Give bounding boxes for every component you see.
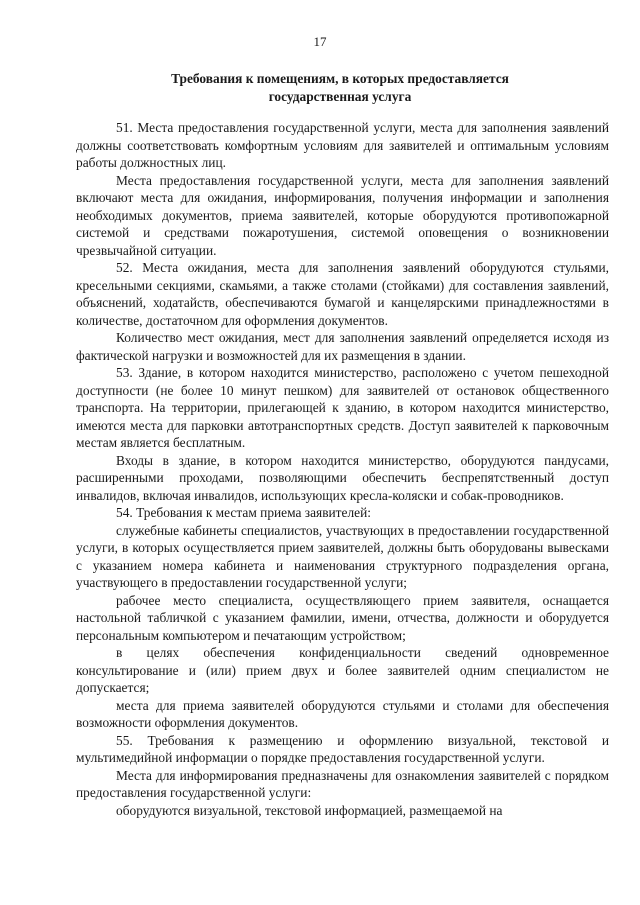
paragraph-54-seating: места для приема заявителей оборудуются стульями и столами для обеспечения возможности оформления документов. bbox=[76, 697, 609, 730]
paragraph-54-workplace: рабочее место специалиста, осуществляющего прием заявителя, оснащается настольной табличкой с указанием фамилии, имени, отчества, должности и оборудуется персональным компьютером и печатающим устройством; bbox=[76, 592, 609, 643]
paragraph-51-places: Места предоставления государственной услуги, места для заполнения заявлений включают места для ожидания, информирования, получения информации и заполнения необходимых документов, приема заявителей, которые оборудуются противопожарной системой и средствами пожаротушения, системой оповещения о возникновении чрезвычайной ситуации. bbox=[76, 172, 609, 258]
paragraph-54: 54. Требования к местам приема заявителей: bbox=[116, 505, 371, 520]
paragraph-54-confidentiality: в целях обеспечения конфиденциальности сведений одновременное консультирование и (или) прием двух и более заявителей одним специалистом не допускается; bbox=[76, 645, 609, 695]
paragraph-53: 53. Здание, в котором находится министерство, расположено с учетом пешеходной доступности (не более 10 минут пешком) для заявителей от остановок общественного транспорта. На территории, прилегающей к зданию, в котором находится министерство, имеются места для парковки автотранспортных средств. Доступ заявителей к парковочным местам является бесплатным. bbox=[76, 365, 609, 450]
paragraph-51: 51. Места предоставления государственной услуги, места для заполнения заявлений должны соответствовать комфортным условиям для заявителей и оптимальным условиям работы должностных лиц. bbox=[76, 120, 609, 170]
paragraph-52-count: Количество мест ожидания, мест для заполнения заявлений определяется исходя из фактической нагрузки и возможностей для их размещения в здании. bbox=[76, 330, 609, 363]
paragraph-54-offices: служебные кабинеты специалистов, участвующих в предоставлении государственной услуги, в которых осуществляется прием заявителей, должны быть оборудованы вывесками с указанием номера кабинета и наименования структурного подразделения органа, участвующего в предоставлении государственной услуги; bbox=[76, 522, 609, 590]
section-heading bbox=[60, 70, 620, 105]
page-number: 17 bbox=[313, 34, 327, 49]
section-heading-line-2: государственная услуга bbox=[268, 88, 412, 104]
paragraph-55-info-places: Места для информирования предназначены для ознакомления заявителей с порядком предоставления государственной услуги: bbox=[76, 767, 609, 800]
paragraph-53-entrances: Входы в здание, в котором находится министерство, оборудуются пандусами, расширенными проходами, позволяющими обеспечить беспрепятственный доступ инвалидов, включая инвалидов, использующих кресла-коляски и собак-проводников. bbox=[76, 452, 609, 503]
paragraph-55-equipped: оборудуются визуальной, текстовой информацией, размещаемой на bbox=[116, 802, 503, 818]
section-heading-line-1: Требования к помещениям, в которых предоставляется bbox=[171, 71, 509, 86]
paragraph-55: 55. Требования к размещению и оформлению визуальной, текстовой и мультимедийной информации о порядке предоставления государственной услуги. bbox=[76, 732, 609, 765]
paragraph-52: 52. Места ожидания, места для заполнения заявлений оборудуются стульями, кресельными секциями, скамьями, а также столами (стойками) для составления заявлений, объяснений, ходатайств, обеспечиваются бумагой и канцелярскими принадлежностями в количестве, достаточном для оформления документов. bbox=[76, 260, 609, 328]
body-text bbox=[76, 119, 609, 819]
